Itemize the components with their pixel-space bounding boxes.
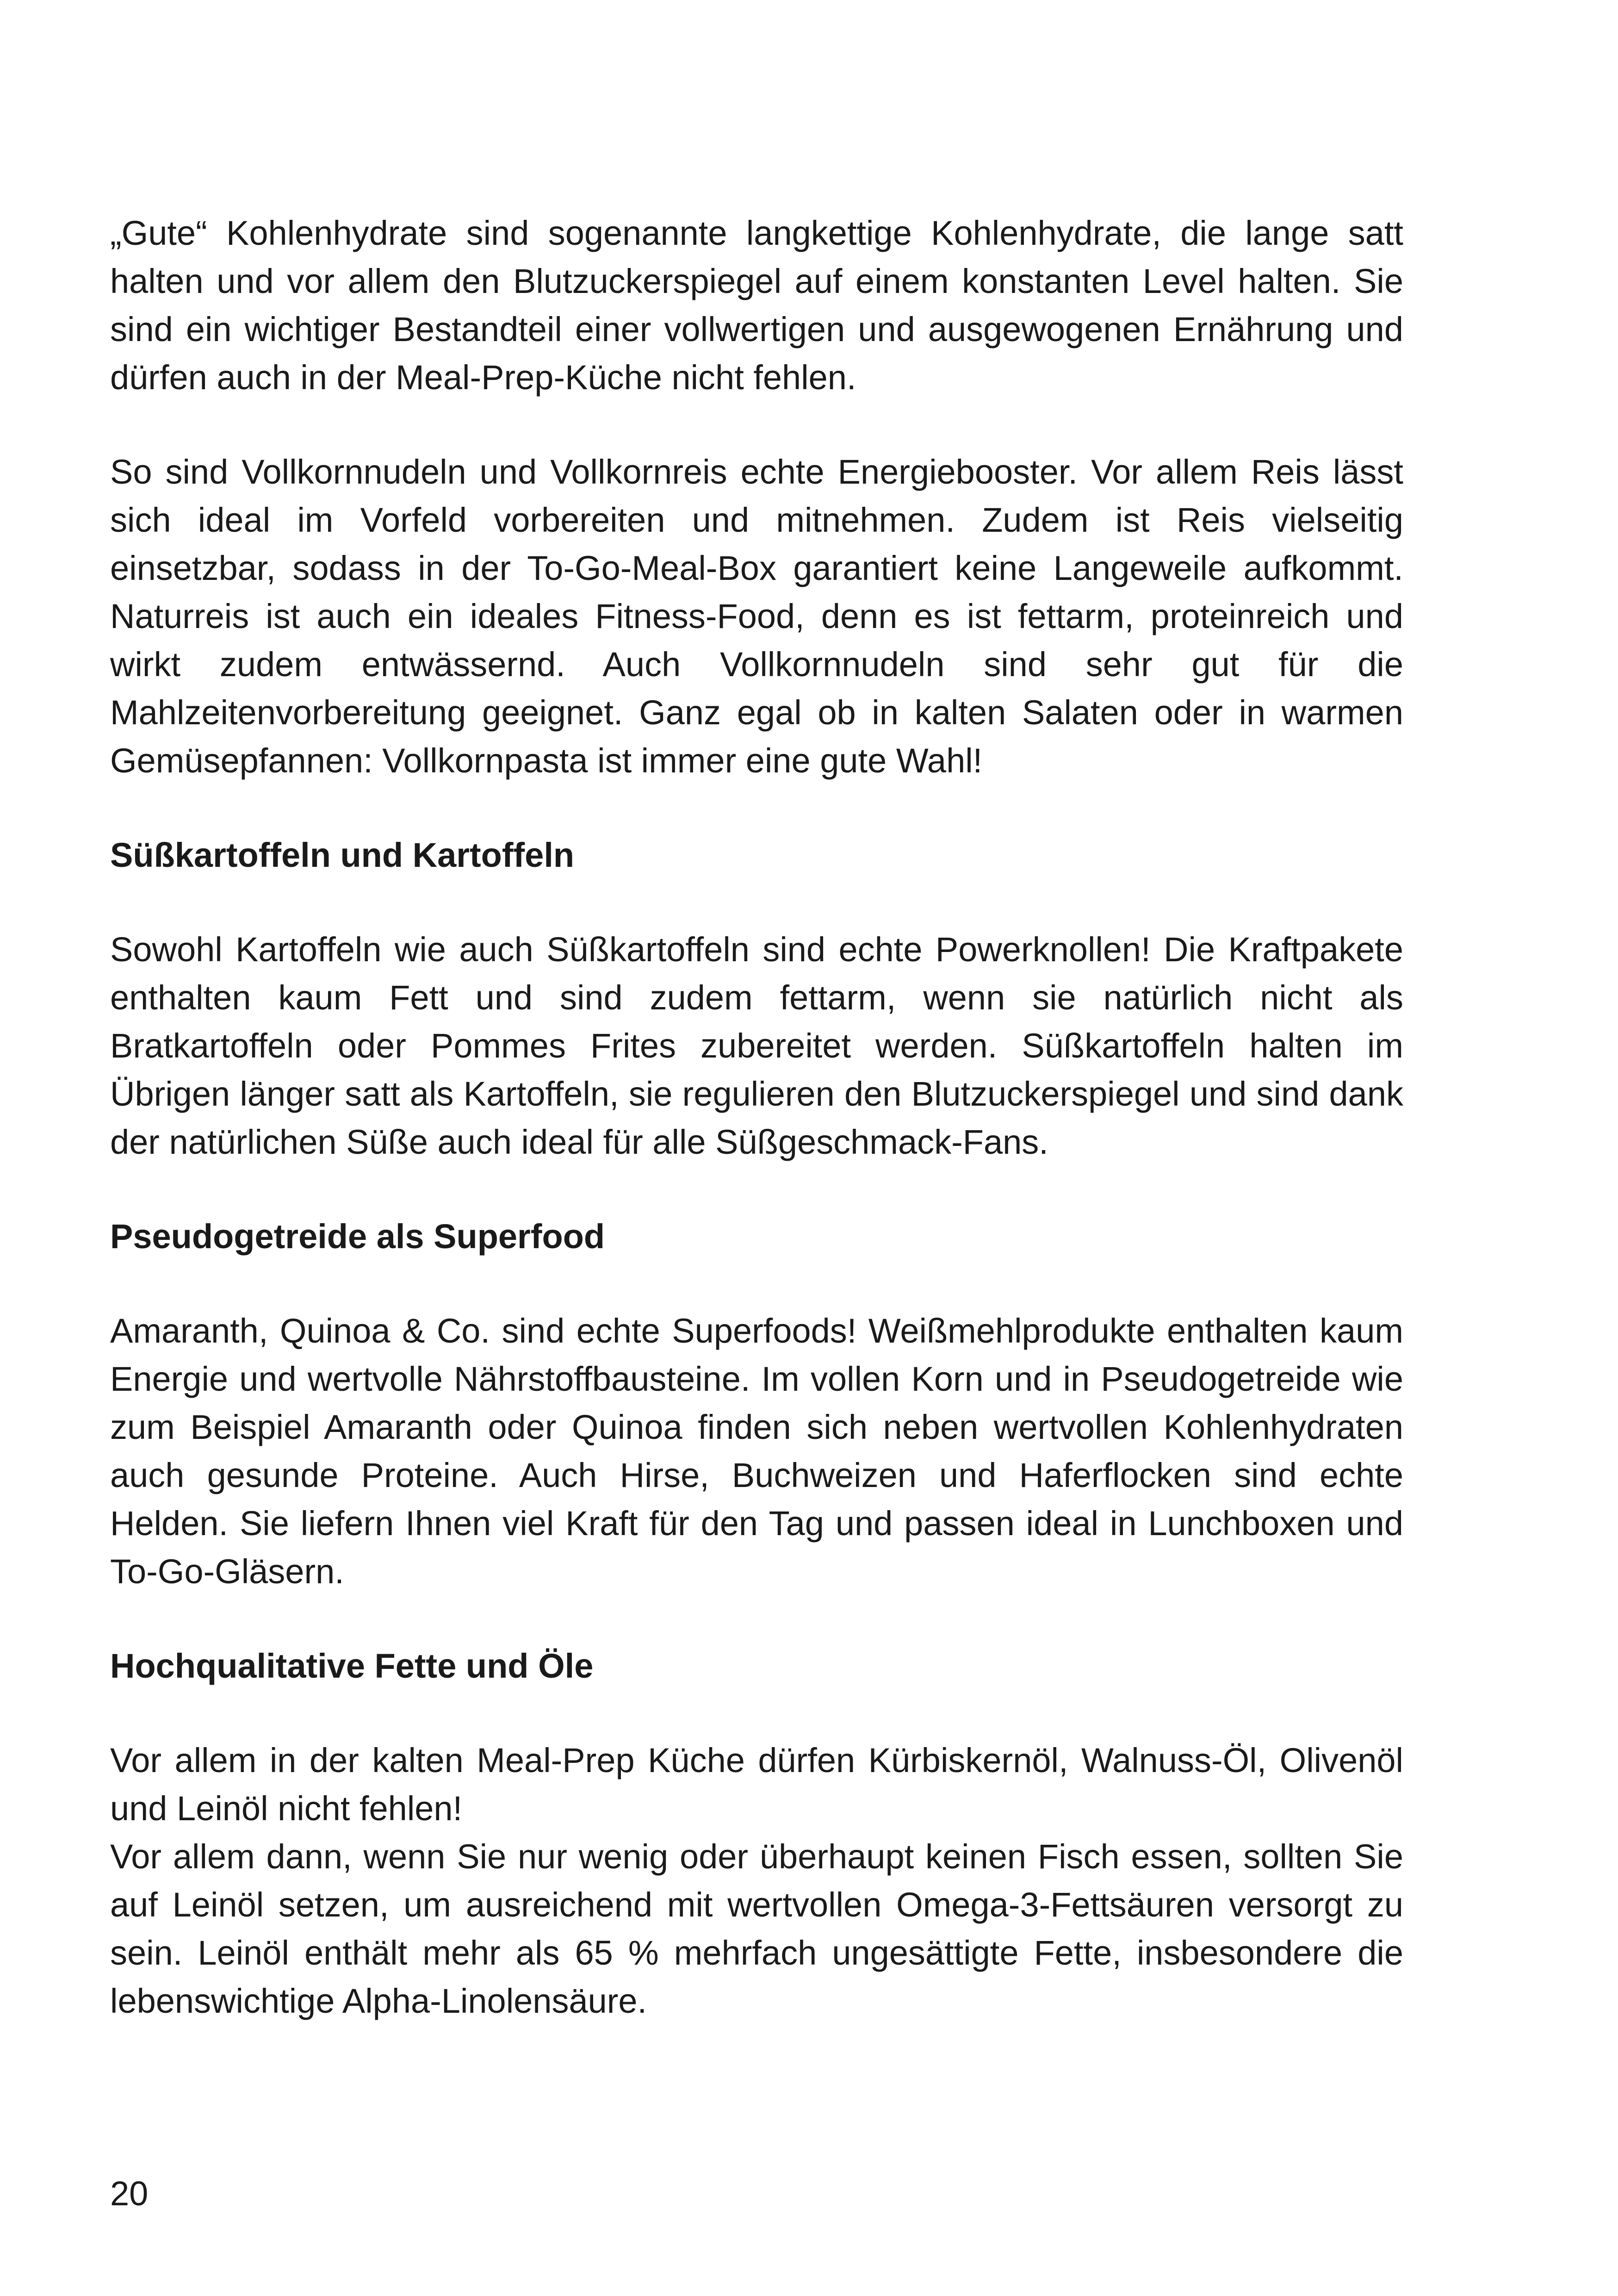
page-number: 20 (110, 2174, 149, 2213)
fette-paragraph-1: Vor allem in der kalten Meal-Prep Küche dürfen Kürbiskernöl, Walnuss-Öl, Olivenöl und Leinöl nicht fehlen! (110, 1741, 1403, 1828)
intro-paragraph: „Gute“ Kohlenhydrate sind sogenannte langkettige Kohlenhydrate, die lange satt halten und vor allem den Blutzuckerspiegel auf einem konstanten Level halten. Sie sind ein wichtiger Bestandteil einer vollwertigen und ausgewogenen Ernährung und dürfen auch in der Meal-Prep-Küche nicht fehlen. (110, 214, 1403, 397)
vollkorn-paragraph: So sind Vollkornnudeln und Vollkornreis echte Energiebooster. Vor allem Reis lässt sich ideal im Vorfeld vorbereiten und mitnehmen. Zudem ist Reis vielseitig einsetzbar, sodass in der To-Go-Meal-Box garantiert keine Langeweile aufkommt. Naturreis ist auch ein ideales Fitness-Food, denn es ist fettarm, proteinreich und wirkt zudem entwässernd. Auch Vollkornnudeln sind sehr gut für die Mahlzeitenvorbereitung geeignet. Ganz egal ob in kalten Salaten oder in warmen Gemüsepfannen: Vollkornpasta ist immer eine gute Wahl! (110, 453, 1403, 780)
section-heading-kartoffeln: Süßkartoffeln und Kartoffeln (110, 836, 575, 874)
page-body (110, 209, 1403, 2025)
kartoffeln-paragraph: Sowohl Kartoffeln wie auch Süßkartoffeln sind echte Powerknollen! Die Kraftpakete enthalten kaum Fett und sind zudem fettarm, wenn sie natürlich nicht als Bratkartoffeln oder Pommes Frites zubereitet werden. Süßkartoffeln halten im Übrigen länger satt als Kartoffeln, sie regulieren den Blutzuckerspiegel und sind dank der natürlichen Süße auch ideal für alle Süßgeschmack-Fans. (110, 930, 1403, 1161)
fette-paragraph-2: Vor allem dann, wenn Sie nur wenig oder überhaupt keinen Fisch essen, sollten Sie auf Leinöl setzen, um ausreichend mit wertvollen Omega-3-Fettsäuren versorgt zu sein. Leinöl enthält mehr als 65 % mehrfach ungesättigte Fette, insbesondere die lebenswichtige Alpha-Linolensäure. (110, 1837, 1403, 2020)
section-heading-pseudogetreide: Pseudogetreide als Superfood (110, 1217, 605, 1256)
section-heading-fette: Hochqualitative Fette und Öle (110, 1647, 594, 1685)
pseudogetreide-paragraph: Amaranth, Quinoa & Co. sind echte Superfoods! Weißmehlprodukte enthalten kaum Energie und wertvolle Nährstoffbausteine. Im vollen Korn und in Pseudogetreide wie zum Beispiel Amaranth oder Quinoa finden sich neben wertvollen Kohlenhydraten auch gesunde Proteine. Auch Hirse, Buchweizen und Haferflocken sind echte Helden. Sie liefern Ihnen viel Kraft für den Tag und passen ideal in Lunchboxen und To-Go-Gläsern. (110, 1312, 1403, 1591)
